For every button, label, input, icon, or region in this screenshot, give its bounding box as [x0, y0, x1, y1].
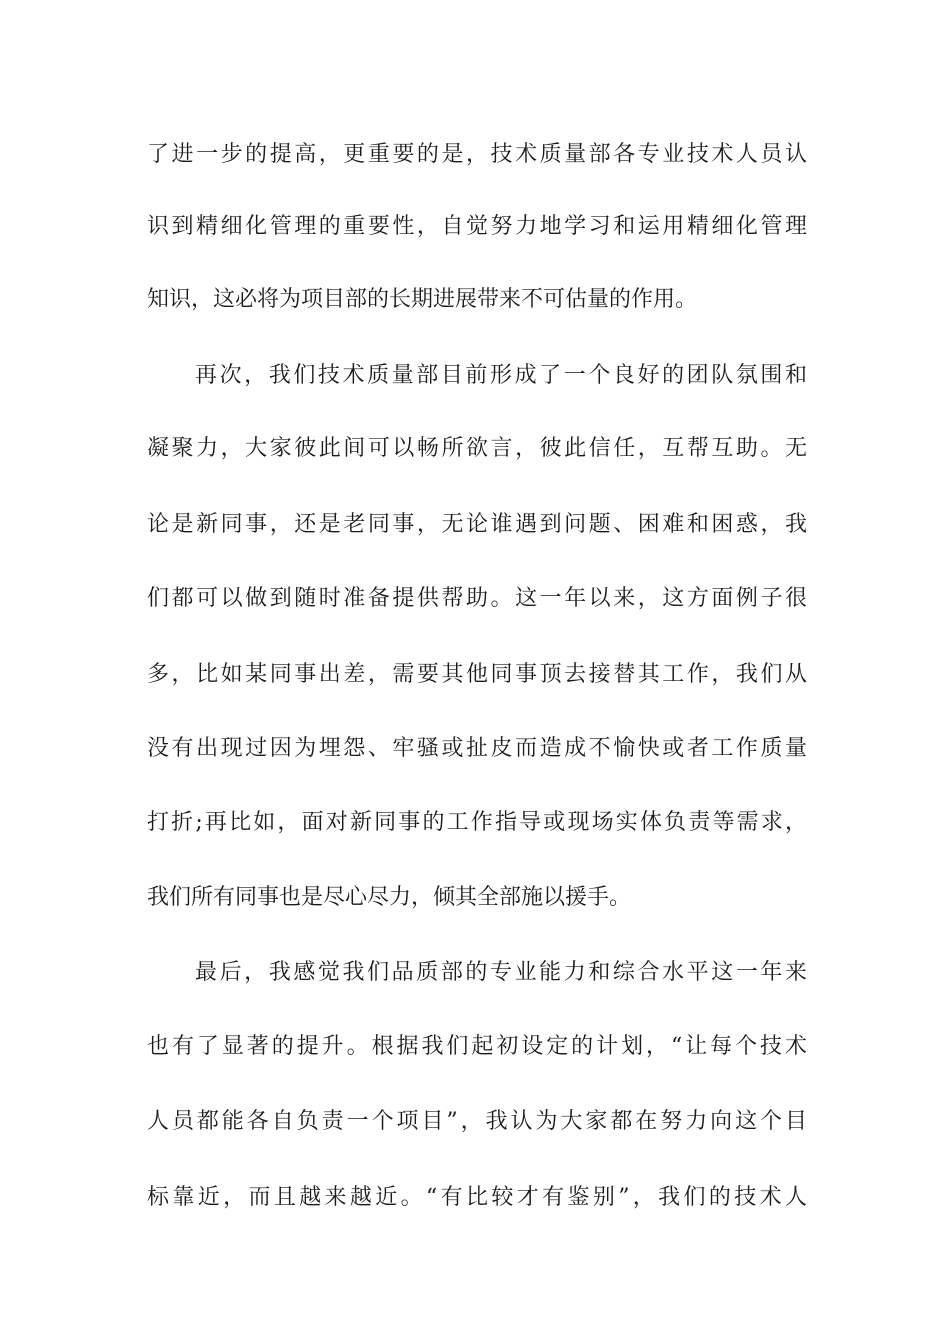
text-line: 我们所有同事也是尽心尽力，倾其全部施以援手。 [147, 885, 632, 910]
text-line: 凝聚力，大家彼此间可以畅所欲言，彼此信任，互帮互助。无 [147, 436, 807, 461]
text-line: 人员都能各自负责一个项目”，我认为大家都在努力向这个目 [147, 1109, 807, 1134]
paragraph-first-line: 最后，我感觉我们品质部的专业能力和综合水平这一年来 [195, 960, 807, 985]
text-line: 打折;再比如，面对新同事的工作指导或现场实体负责等需求， [147, 810, 807, 835]
text-line: 论是新同事，还是老同事，无论谁遇到问题、困难和困惑，我 [147, 512, 807, 537]
text-line: 没有出现过因为埋怨、牢骚或扯皮而造成不愉快或者工作质量 [147, 736, 807, 761]
text-line: 标靠近，而且越来越近。“有比较才有鉴别”，我们的技术人 [147, 1185, 807, 1210]
text-line: 知识，这必将为项目部的长期进展带来不可估量的作用。 [147, 287, 698, 312]
text-line: 也有了显著的提升。根据我们起初设定的计划，“让每个技术 [147, 1034, 807, 1059]
text-line: 们都可以做到随时准备提供帮助。这一年以来，这方面例子很 [147, 586, 807, 611]
text-line: 了进一步的提高，更重要的是，技术质量部各专业技术人员认 [147, 142, 807, 167]
text-line: 多，比如某同事出差，需要其他同事顶去接替其工作，我们从 [147, 662, 807, 687]
text-line: 识到精细化管理的重要性，自觉努力地学习和运用精细化管理 [147, 214, 807, 239]
paragraph-first-line: 再次，我们技术质量部目前形成了一个良好的团队氛围和 [195, 363, 807, 388]
